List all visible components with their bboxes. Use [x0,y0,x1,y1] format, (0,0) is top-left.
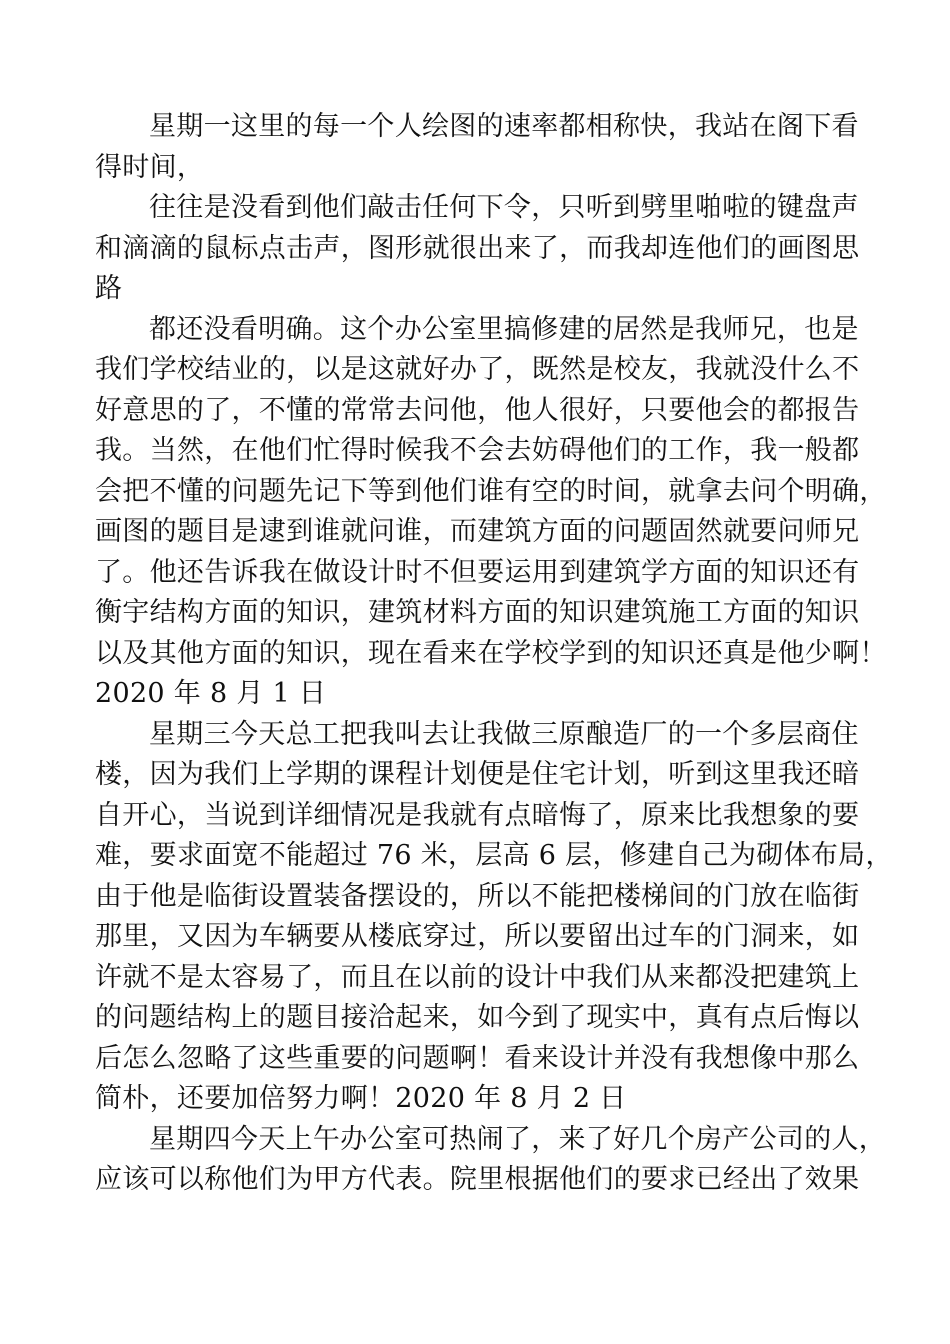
paragraph-line: 往往是没看到他们敲击任何下令，只听到劈里啪啦的键盘声 [149,192,859,223]
paragraph-line: 我。当然，在他们忙得时候我不会去妨碍他们的工作，我一般都 [95,435,860,466]
paragraph-line: 的问题结构上的题目接洽起来，如今到了现实中，真有点后悔以 [95,1002,860,1033]
paragraph-line: 由于他是临街设置装备摆设的，所以不能把楼梯间的门放在临街 [95,880,860,912]
paragraph-line: 我们学校结业的，以是这就好办了，既然是校友，我就没什么不 [95,354,860,385]
paragraph-line: 难，要求面宽不能超过 76 米，层高 6 层，修建自己为砌体布局， [95,840,893,871]
paragraph-line: 好意思的了，不懂的常常去问他，他人很好，只要他会的都报告 [95,394,860,426]
paragraph-line: 应该可以称他们为甲方代表。院里根据他们的要求已经出了效果 [95,1164,860,1195]
paragraph-line: 星期四今天上午办公室可热闹了，来了好几个房产公司的人， [149,1123,887,1155]
paragraph-line: 后怎么忽略了这些重要的问题啊！看来设计并没有我想像中那么 [95,1042,860,1074]
paragraph-line: 星期一这里的每一个人绘图的速率都相称快，我站在阁下看 [149,111,859,142]
paragraph-line: 得时间， [95,151,205,183]
paragraph-line: 和滴滴的鼠标点击声，图形就很出来了，而我却连他们的画图思 [95,232,860,264]
paragraph-line: 了。他还告诉我在做设计时不但要运用到建筑学方面的知识还有 [95,556,860,588]
paragraph-line: 衡宇结构方面的知识，建筑材料方面的知识建筑施工方面的知识 [95,597,860,628]
document-body [95,107,893,1201]
paragraph-line: 楼，因为我们上学期的课程计划便是住宅计划，听到这里我还暗 [95,759,860,790]
paragraph-line: 那里，又因为车辆要从楼底穿过，所以要留出过车的门洞来，如 [95,921,860,952]
paragraph-line: 都还没看明确。这个办公室里搞修建的居然是我师兄，也是 [149,313,859,345]
paragraph-line: 路 [95,273,123,304]
paragraph-line: 星期三今天总工把我叫去让我做三原酿造厂的一个多层商住 [149,718,859,750]
paragraph-line: 自开心，当说到详细情况是我就有点暗悔了，原来比我想象的要 [95,799,860,831]
paragraph-line: 画图的题目是逮到谁就问谁，而建筑方面的问题固然就要问师兄 [95,516,860,547]
paragraph-line: 许就不是太容易了，而且在以前的设计中我们从来都没把建筑上 [95,961,860,993]
date-line: 2020 年 8 月 1 日 [95,678,327,709]
paragraph-line: 以及其他方面的知识，现在看来在学校学到的知识还真是他少啊！ [95,637,887,669]
paragraph-line: 简朴，还要加倍努力啊！2020 年 8 月 2 日 [95,1083,627,1114]
paragraph-line: 会把不懂的问题先记下等到他们谁有空的时间，就拿去问个明确， [95,475,887,507]
